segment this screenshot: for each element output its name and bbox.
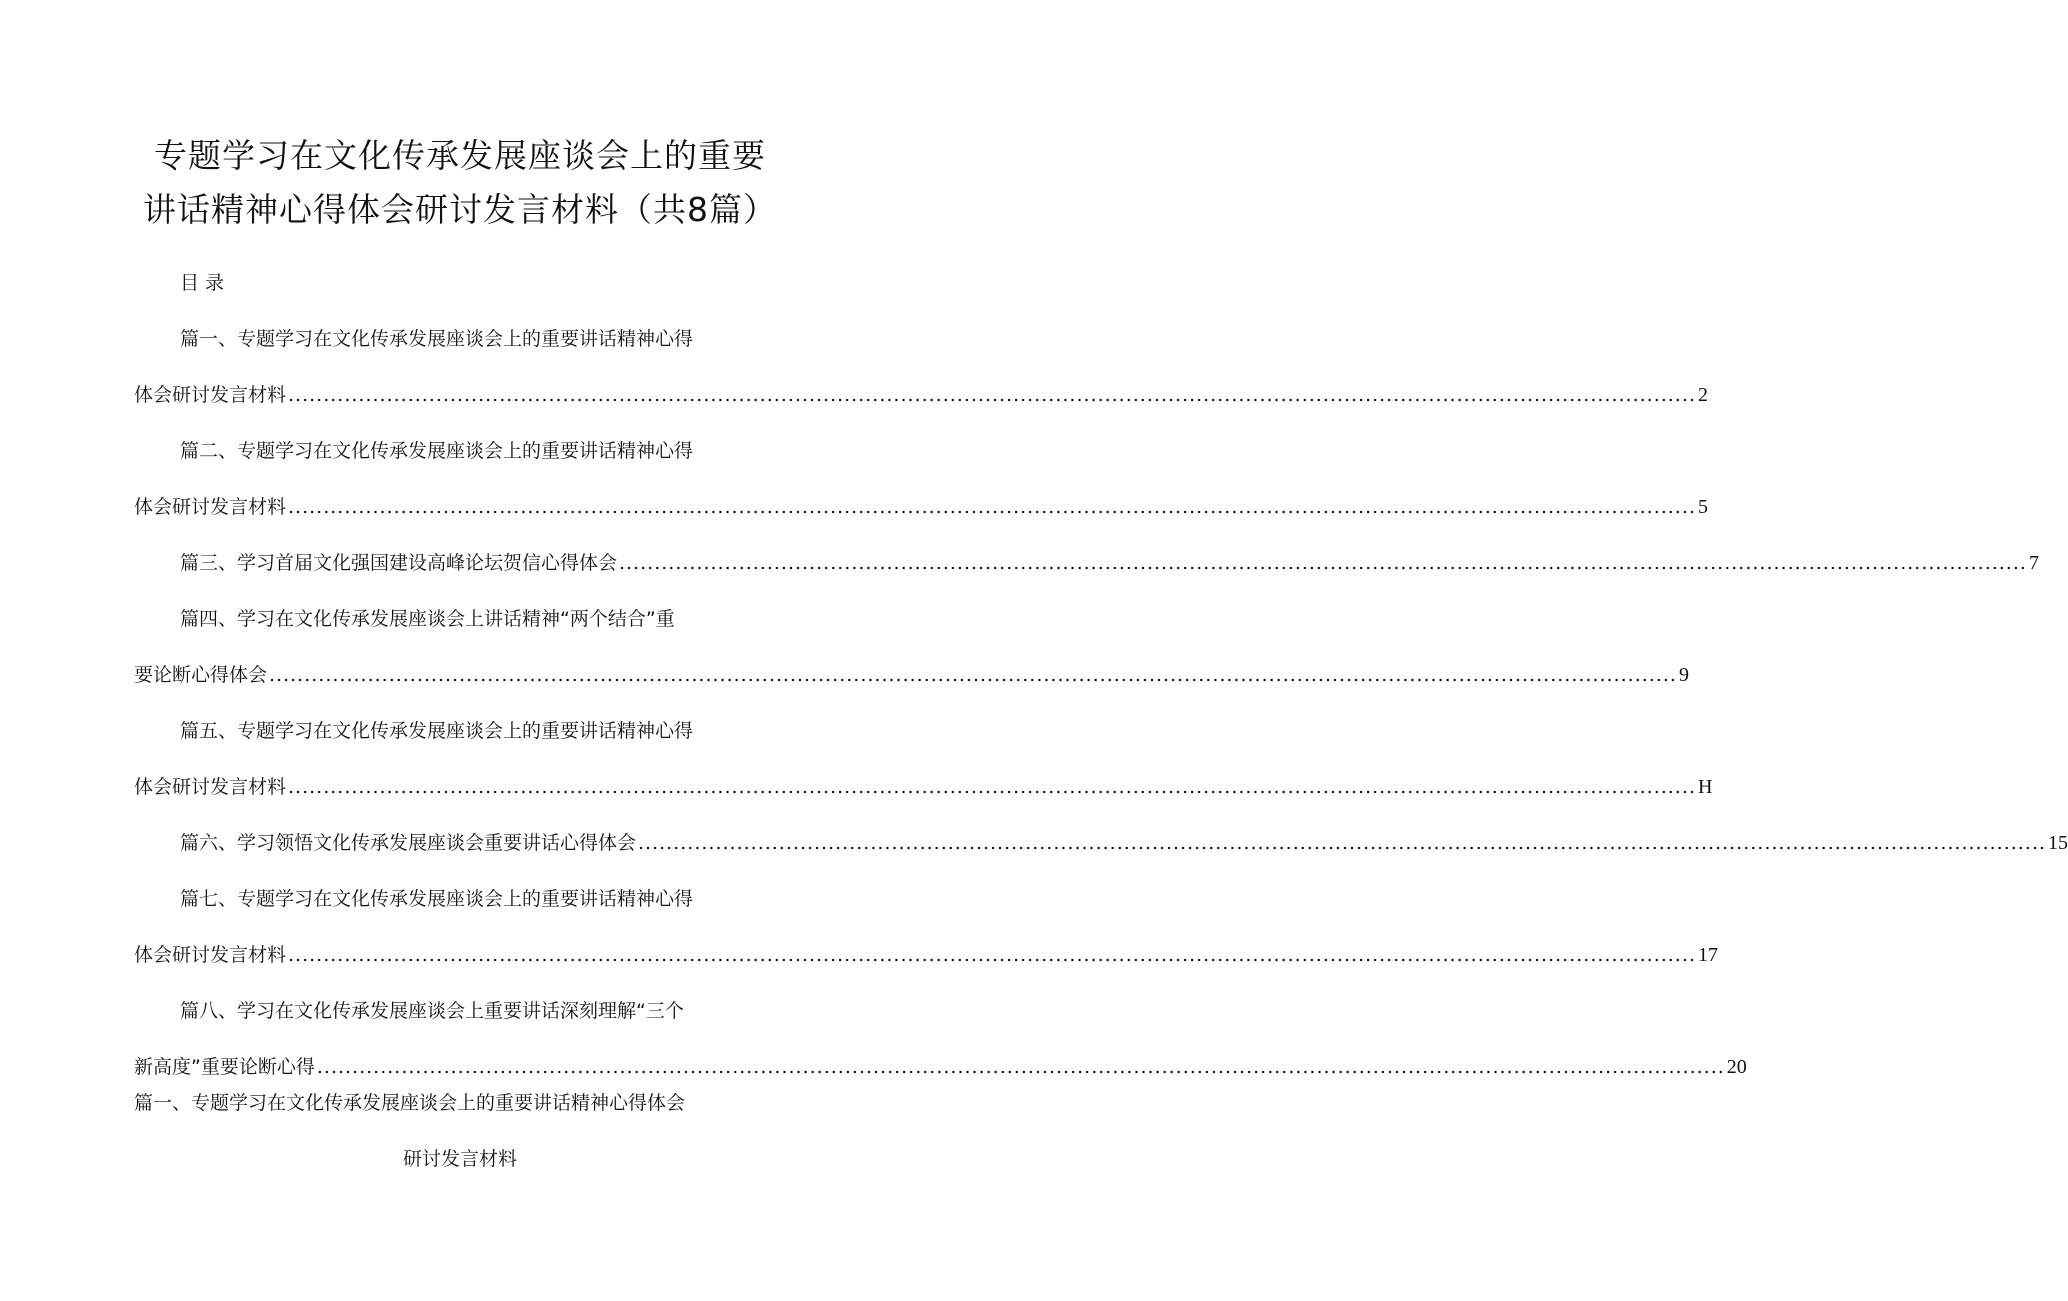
leader-dots: ........................................................................................................................................................................................................ (316, 1056, 1725, 1078)
leader-dots: ........................................................................................................................................................................................................ (619, 552, 2027, 574)
toc-entry-text: 要论断心得体会 (134, 664, 268, 686)
toc-page-number: 17 (1697, 944, 1718, 966)
toc-entry-text: 体会研讨发言材料 (134, 776, 287, 798)
toc-page-number: 15 (2047, 832, 2068, 854)
section-subheading: 研讨发言材料 (402, 1148, 517, 1170)
toc-page-number: 7 (2028, 552, 2039, 574)
toc-entry-text: 体会研讨发言材料 (134, 944, 287, 966)
toc-entry-4-line-1 (180, 604, 675, 631)
toc-entry-text: 体会研讨发言材料 (134, 496, 287, 518)
leader-dots: ........................................................................................................................................................................................................ (288, 776, 1696, 798)
toc-entry-7-line-2[interactable] (134, 940, 1718, 967)
document-title-line-2: 讲话精神心得体会研讨发言材料（共8篇） (143, 190, 777, 229)
toc-entry-text: 体会研讨发言材料 (134, 384, 287, 406)
toc-entry-text: 篇七、专题学习在文化传承发展座谈会上的重要讲话精神心得 (180, 888, 694, 910)
toc-entry-4-line-2[interactable] (134, 660, 1689, 687)
toc-entry-text: 篇五、专题学习在文化传承发展座谈会上的重要讲话精神心得 (180, 720, 694, 742)
toc-page-number: 2 (1697, 384, 1708, 406)
document-title-line-1: 专题学习在文化传承发展座谈会上的重要 (154, 136, 766, 175)
toc-label: 目录 (180, 272, 231, 294)
toc-entry-text: 篇二、专题学习在文化传承发展座谈会上的重要讲话精神心得 (180, 440, 694, 462)
toc-entry-1-line-2[interactable] (134, 380, 1708, 407)
leader-dots: ........................................................................................................................................................................................................ (638, 832, 2046, 854)
leader-dots: ........................................................................................................................................................................................................ (288, 384, 1696, 406)
toc-entry-5-line-2[interactable] (134, 772, 1713, 799)
toc-entry-7-line-1 (180, 884, 693, 911)
toc-entry-text: 篇一、专题学习在文化传承发展座谈会上的重要讲话精神心得 (180, 328, 694, 350)
toc-entry-text: 篇三、学习首届文化强国建设高峰论坛贺信心得体会 (180, 552, 618, 574)
leader-dots: ........................................................................................................................................................................................................ (288, 944, 1696, 966)
toc-entry-1-line-1 (180, 324, 693, 351)
section-heading: 篇一、专题学习在文化传承发展座谈会上的重要讲话精神心得体会 (134, 1092, 686, 1114)
toc-entry-8-line-1 (180, 996, 684, 1023)
toc-entry-text: 篇八、学习在文化传承发展座谈会上重要讲话深刻理解“三个 (180, 1000, 684, 1022)
toc-page-number: H (1697, 776, 1713, 798)
toc-entry-2-line-2[interactable] (134, 492, 1708, 519)
leader-dots: ........................................................................................................................................................................................................ (269, 664, 1677, 686)
toc-page-number: 5 (1697, 496, 1708, 518)
toc-entry-6[interactable] (180, 828, 2068, 855)
leader-dots: ........................................................................................................................................................................................................ (288, 496, 1696, 518)
toc-entry-3[interactable] (180, 548, 2039, 575)
toc-page-number: 20 (1726, 1056, 1747, 1078)
toc-page-number: 9 (1678, 664, 1689, 686)
toc-entry-5-line-1 (180, 716, 693, 743)
toc-entry-2-line-1 (180, 436, 693, 463)
toc-entry-8-line-2[interactable] (134, 1052, 1747, 1079)
toc-entry-text: 新高度”重要论断心得 (134, 1056, 315, 1078)
toc-entry-text: 篇六、学习领悟文化传承发展座谈会重要讲话心得体会 (180, 832, 637, 854)
toc-entry-text: 篇四、学习在文化传承发展座谈会上讲话精神“两个结合”重 (180, 608, 675, 630)
